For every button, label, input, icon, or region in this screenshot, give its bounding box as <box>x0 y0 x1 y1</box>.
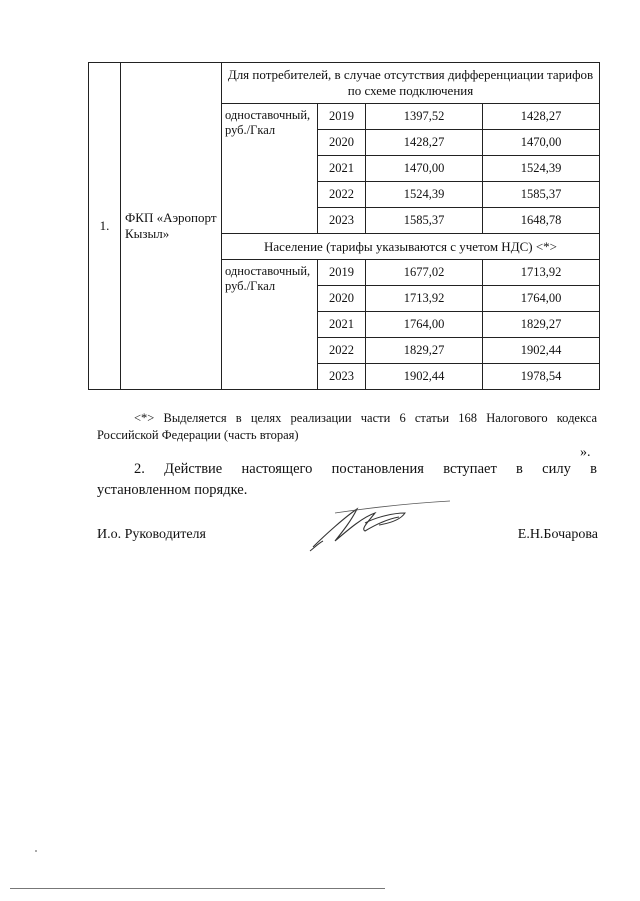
value-cell: 1585,37 <box>483 182 600 208</box>
signature-image <box>305 495 455 555</box>
paragraph-line: 2. Действие настоящего постановления вступает в силу в <box>134 461 597 477</box>
value-cell: 1902,44 <box>366 364 483 390</box>
year-cell: 2020 <box>318 130 366 156</box>
year-cell: 2023 <box>318 364 366 390</box>
year-cell: 2019 <box>318 104 366 130</box>
tariff-table <box>88 62 600 390</box>
footer-divider <box>10 888 385 889</box>
year-cell: 2021 <box>318 156 366 182</box>
value-cell: 1470,00 <box>483 130 600 156</box>
year-cell: 2021 <box>318 312 366 338</box>
value-cell: 1677,02 <box>366 260 483 286</box>
tariff-type-cell: одноставочный, руб./Гкал <box>222 104 318 234</box>
value-cell: 1470,00 <box>366 156 483 182</box>
year-cell: 2020 <box>318 286 366 312</box>
signatory-title: И.о. Руководителя <box>97 527 206 542</box>
year-cell: 2019 <box>318 260 366 286</box>
value-cell: 1428,27 <box>483 104 600 130</box>
value-cell: 1585,37 <box>366 208 483 234</box>
value-cell: 1428,27 <box>366 130 483 156</box>
value-cell: 1524,39 <box>483 156 600 182</box>
paragraph-line: установленном порядке. <box>97 482 248 498</box>
value-cell: 1829,27 <box>483 312 600 338</box>
value-cell: 1829,27 <box>366 338 483 364</box>
organization-cell: ФКП «Аэропорт Кызыл» <box>121 63 222 390</box>
value-cell: 1902,44 <box>483 338 600 364</box>
row-number-cell: 1. <box>89 63 121 390</box>
signatory-name: Е.Н.Бочарова <box>517 527 598 542</box>
year-cell: 2022 <box>318 338 366 364</box>
value-cell: 1713,92 <box>483 260 600 286</box>
value-cell: 1397,52 <box>366 104 483 130</box>
value-cell: 1648,78 <box>483 208 600 234</box>
value-cell: 1764,00 <box>366 312 483 338</box>
value-cell: 1713,92 <box>366 286 483 312</box>
quote-close: ». <box>580 445 591 460</box>
footnote: <*> Выделяется в целях реализации части 6 статьи 168 Налогового кодекса Российской Федерации (часть вторая) <box>97 411 597 442</box>
year-cell: 2023 <box>318 208 366 234</box>
group-header: Для потребителей, в случае отсутствия дифференциации тарифов по схеме подключения <box>222 63 600 104</box>
value-cell: 1764,00 <box>483 286 600 312</box>
tariff-type-cell: одноставочный, руб./Гкал <box>222 260 318 390</box>
value-cell: 1978,54 <box>483 364 600 390</box>
year-cell: 2022 <box>318 182 366 208</box>
scan-mark <box>35 850 37 852</box>
value-cell: 1524,39 <box>366 182 483 208</box>
table-row <box>89 63 600 104</box>
group-header: Население (тарифы указываются с учетом НДС) <*> <box>222 234 600 260</box>
